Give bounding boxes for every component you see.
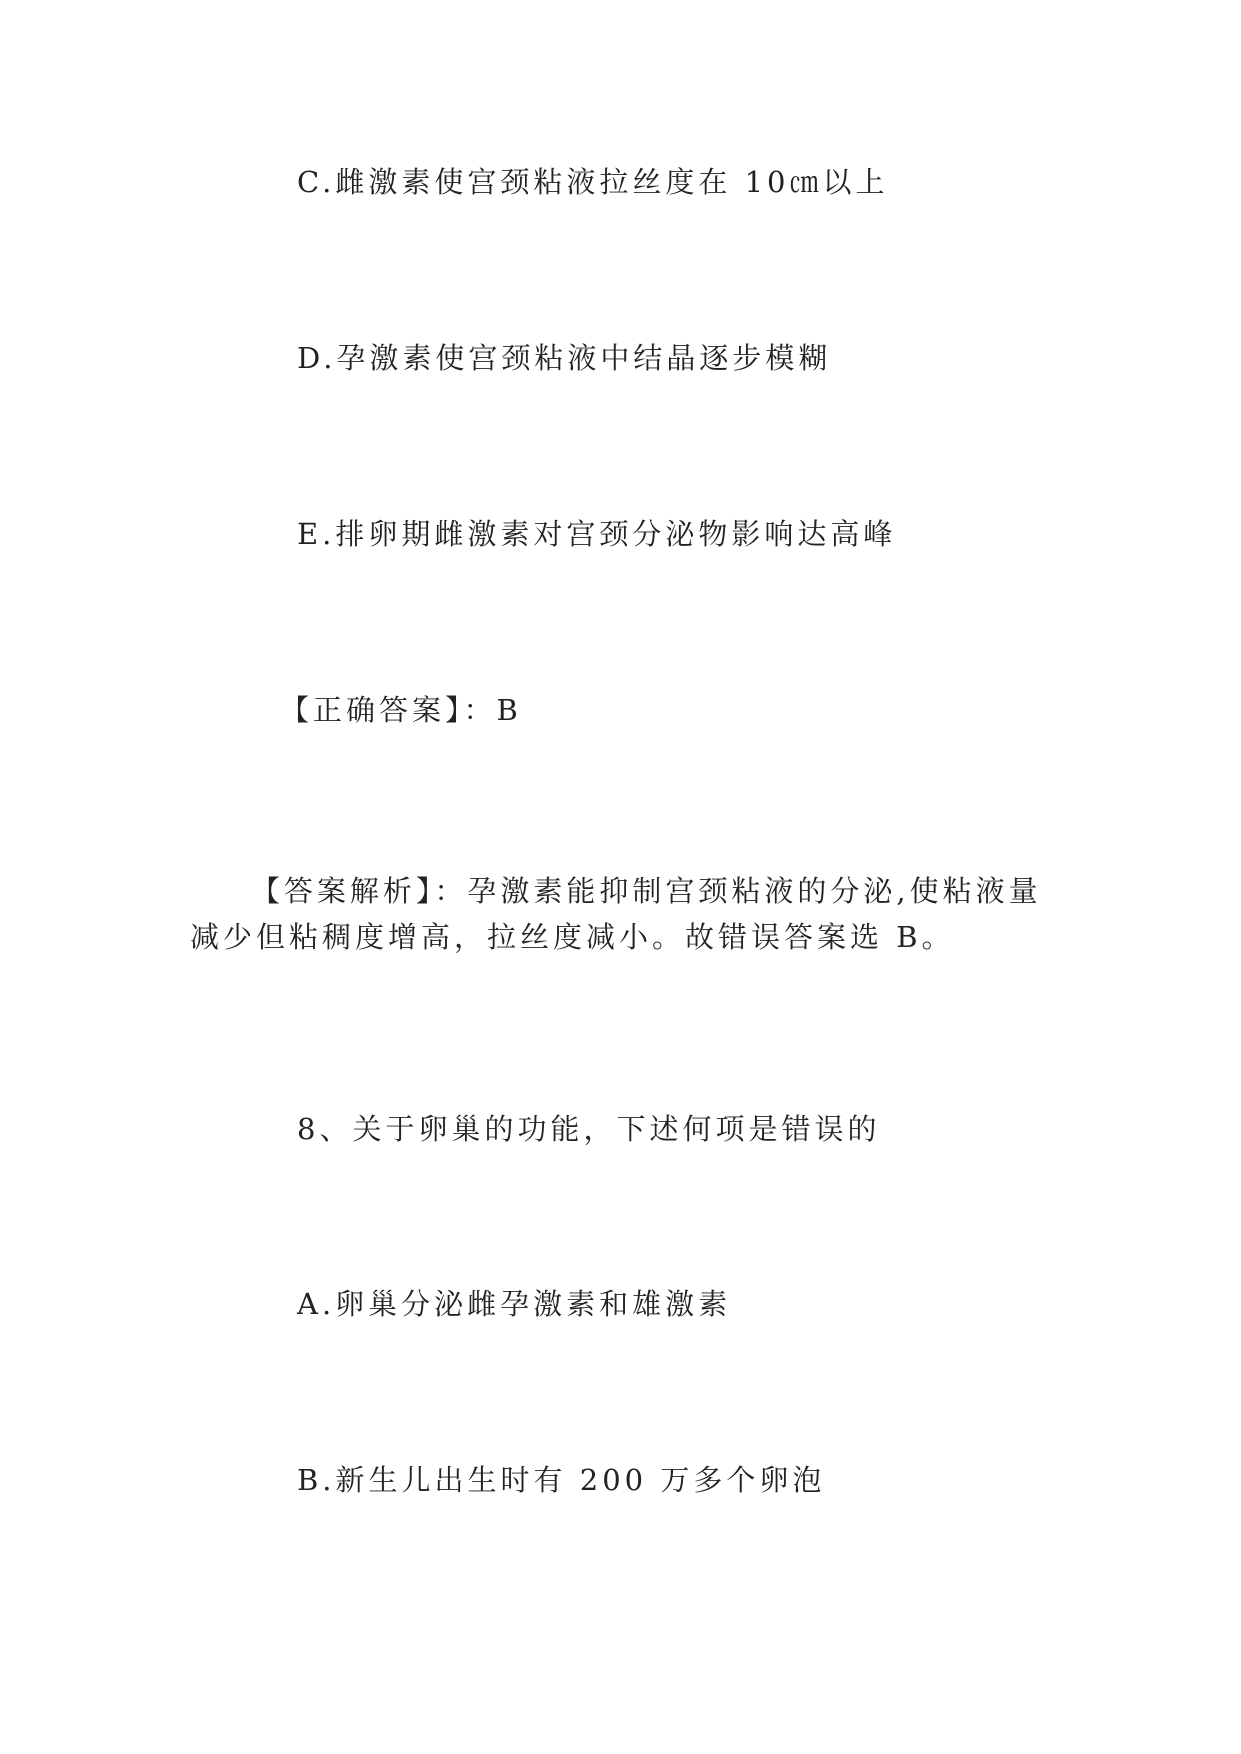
option-b-q8: B.新生儿出生时有 200 万多个卵泡	[297, 1463, 826, 1497]
option-e-q7: E.排卵期雌激素对宫颈分泌物影响达高峰	[297, 517, 897, 551]
option-c-q7: C.雌激素使宫颈粘液拉丝度在 10㎝以上	[297, 165, 889, 199]
option-a-q8: A.卵巢分泌雌孕激素和雄激素	[297, 1287, 732, 1321]
correct-answer: 【正确答案】：B	[280, 693, 522, 727]
option-d-q7: D.孕激素使宫颈粘液中结晶逐步模糊	[297, 341, 832, 375]
answer-analysis: 【答案解析】：孕激素能抑制宫颈粘液的分泌,使粘液量减少但粘稠度增高，拉丝度减小。故错误答案选 B。	[190, 874, 1042, 954]
question-8-stem: 8、关于卵巢的功能，下述何项是错误的	[297, 1112, 881, 1146]
